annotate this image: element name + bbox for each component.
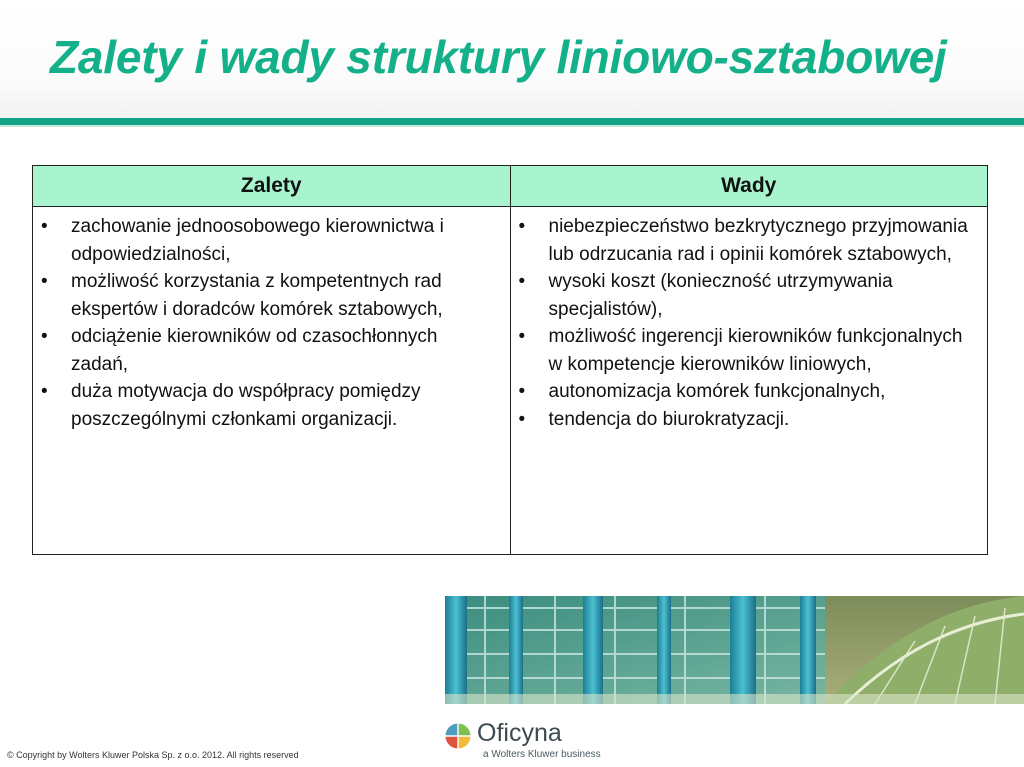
cons-list (519, 213, 978, 433)
cons-item: • niebezpieczeństwo bezkrytycznego przyjmowania lub odrzucania rad i opinii komórek sztabowych, (519, 213, 978, 268)
pros-header: Zalety (33, 166, 511, 207)
logo-tagline: a Wolters Kluwer business (483, 749, 601, 760)
pros-item: • możliwość korzystania z kompetentnych rad ekspertów i doradców komórek sztabowych, (41, 268, 500, 323)
pros-list (41, 213, 500, 433)
logo-name: Oficyna (477, 719, 562, 747)
pros-item: • duża motywacja do współpracy pomiędzy poszczególnymi członkami organizacji. (41, 378, 500, 433)
pros-cell (33, 207, 511, 555)
oficyna-logo (443, 718, 643, 764)
building-photo (445, 596, 1024, 704)
cons-item: • autonomizacja komórek funkcjonalnych, (519, 378, 978, 406)
table-header-row (33, 166, 988, 207)
title-divider-shadow (0, 125, 1024, 127)
cons-header: Wady (510, 166, 988, 207)
cons-item: • możliwość ingerencji kierowników funkcjonalnych w kompetencje kierowników liniowych, (519, 323, 978, 378)
title-divider (0, 118, 1024, 125)
pros-item: • zachowanie jednoosobowego kierownictwa i odpowiedzialności, (41, 213, 500, 268)
pros-cons-table (32, 165, 988, 555)
title-area (0, 0, 1024, 118)
pros-item: • odciążenie kierowników od czasochłonnych zadań, (41, 323, 500, 378)
copyright-notice: © Copyright by Wolters Kluwer Polska Sp. z o.o. 2012. All rights reserved (7, 750, 299, 760)
cons-item: • tendencja do biurokratyzacji. (519, 406, 978, 434)
slide-title: Zalety i wady struktury liniowo-sztabowej (50, 31, 947, 83)
cons-item: • wysoki koszt (konieczność utrzymywania specjalistów), (519, 268, 978, 323)
cons-cell (510, 207, 988, 555)
globe-icon (444, 722, 472, 750)
table-body-row (33, 207, 988, 555)
